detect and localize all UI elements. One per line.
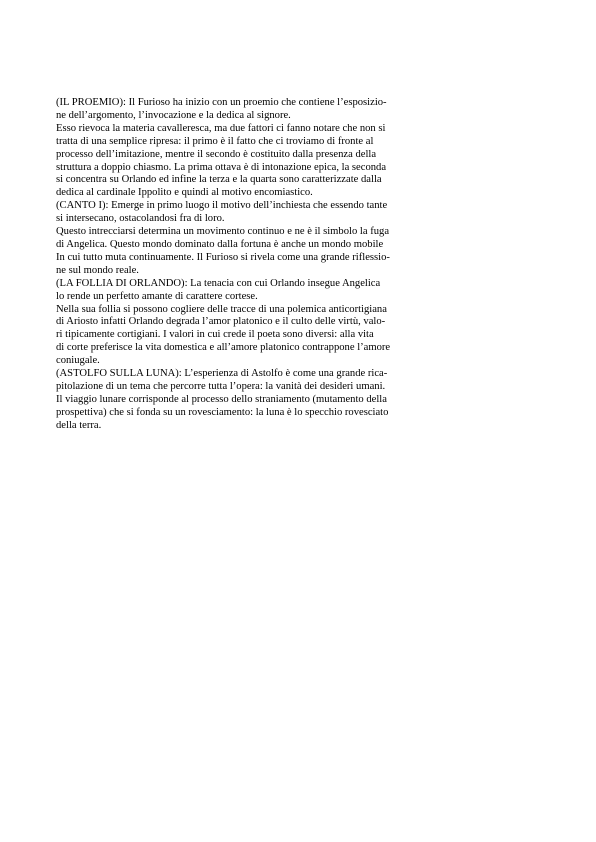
text-line: Questo intrecciarsi determina un movimento continuo e ne è il simbolo la fuga bbox=[56, 226, 390, 238]
text-line: si concentra su Orlando ed infine la terza e la quarta sono caratterizzate dalla bbox=[56, 174, 382, 186]
text-line: ne dell’argomento, l’invocazione e la dedica al signore. bbox=[56, 109, 291, 121]
text-line: prospettiva) che si fonda su un rovesciamento: la luna è lo specchio rovesciato bbox=[56, 406, 389, 418]
text-line: si intersecano, ostacolandosi fra di loro. bbox=[56, 213, 225, 225]
text-line: ne sul mondo reale. bbox=[56, 264, 139, 276]
text-line: lo rende un perfetto amante di carattere cortese. bbox=[56, 290, 258, 302]
text-line: di Ariosto infatti Orlando degrada l’amor platonico e il culto delle virtù, valo- bbox=[56, 316, 386, 328]
text-line: Esso rievoca la materia cavalleresca, ma due fattori ci fanno notare che non si bbox=[56, 122, 386, 134]
text-line: della terra. bbox=[56, 419, 102, 431]
text-line: (IL PROEMIO): Il Furioso ha inizio con un proemio che contiene l’esposizio- bbox=[56, 97, 387, 108]
text-line: di Angelica. Questo mondo dominato dalla fortuna è anche un mondo mobile bbox=[56, 238, 384, 250]
text-line: ri tipicamente cortigiani. I valori in cui crede il poeta sono diversi: alla vita bbox=[56, 329, 374, 341]
text-line: di corte preferisce la vita domestica e all’amore platonico contrappone l’amore bbox=[56, 342, 391, 354]
text-line: struttura a doppio chiasmo. La prima ottava è di intonazione epica, la seconda bbox=[56, 161, 387, 173]
text-line: (LA FOLLIA DI ORLANDO): La tenacia con cui Orlando insegue Angelica bbox=[56, 277, 381, 289]
text-line: coniugale. bbox=[56, 355, 100, 367]
text-line: pitolazione di un tema che percorre tutta l’opera: la vanità dei desideri umani. bbox=[56, 380, 386, 392]
text-line: Nella sua follia si possono cogliere delle tracce di una polemica anticortigiana bbox=[56, 303, 387, 315]
text-line: In cui tutto muta continuamente. Il Furioso si rivela come una grande riflessio- bbox=[56, 251, 390, 263]
text-line: (CANTO I): Emerge in primo luogo il motivo dell’inchiesta che essendo tante bbox=[56, 200, 388, 212]
text-line: processo dell’imitazione, mentre il secondo è costituito dalla presenza della bbox=[56, 148, 377, 160]
text-line: dedica al cardinale Ippolito e quindi al motivo encomiastico. bbox=[56, 187, 313, 199]
text-line: Il viaggio lunare corrisponde al processo dello straniamento (mutamento della bbox=[56, 393, 387, 405]
body-text bbox=[56, 97, 446, 433]
text-line: (ASTOLFO SULLA LUNA): L’esperienza di Astolfo è come una grande rica- bbox=[56, 368, 388, 380]
text-line: tratta di una semplice ripresa: il primo è il fatto che ci troviamo di fronte al bbox=[56, 135, 374, 147]
